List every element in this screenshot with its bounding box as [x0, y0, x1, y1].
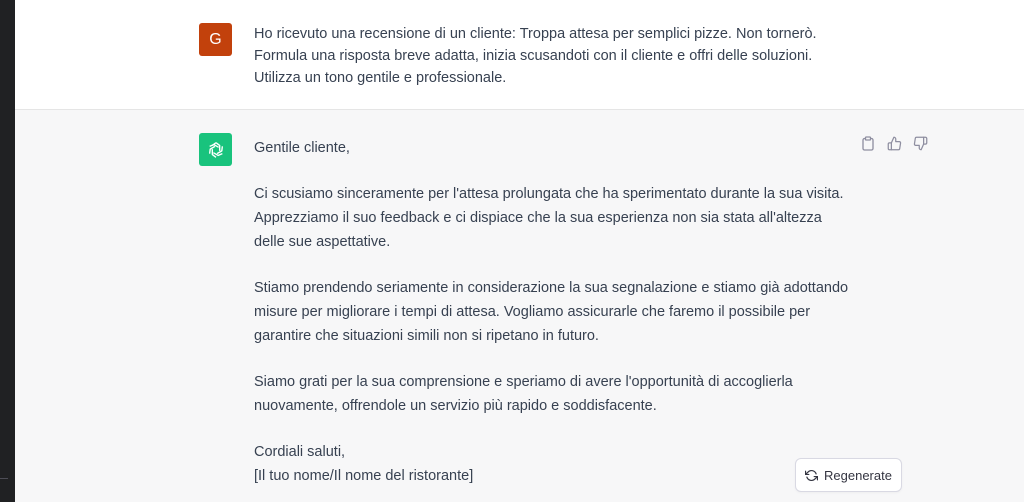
assistant-line: Siamo grati per la sua comprensione e speriamo di avere l'opportunità di accoglierla: [254, 374, 793, 390]
clipboard-icon: [861, 136, 875, 151]
assistant-line: Cordiali saluti,: [254, 444, 346, 460]
thumbs-up-icon: [887, 136, 902, 151]
assistant-line: garantire che situazioni simili non si ripetano in futuro.: [254, 328, 599, 344]
assistant-line: Ci scusiamo sinceramente per l'attesa prolungata che ha sperimentato durante la sua visita.: [254, 186, 844, 202]
thumbs-up-button[interactable]: [886, 135, 902, 151]
assistant-line: delle sue aspettative.: [254, 234, 391, 250]
assistant-line: Apprezziamo il suo feedback e ci dispiace che la sua esperienza non sia stata all'altezza: [254, 210, 822, 226]
assistant-line: Stiamo prendendo seriamente in considerazione la sua segnalazione e stiamo già adottando: [254, 280, 849, 296]
sidebar-edge: [0, 0, 15, 502]
user-avatar-letter: G: [209, 30, 222, 48]
assistant-paragraph: [254, 370, 854, 418]
assistant-message-text: [254, 136, 854, 502]
refresh-icon: [805, 469, 818, 482]
user-message-line: Utilizza un tono gentile e professionale.: [254, 70, 507, 86]
assistant-message: [15, 110, 1024, 502]
thumbs-down-button[interactable]: [912, 135, 928, 151]
regenerate-button[interactable]: [795, 458, 902, 492]
assistant-paragraph: [254, 276, 854, 348]
assistant-line: nuovamente, offrendole un servizio più rapido e soddisfacente.: [254, 398, 657, 414]
assistant-line: Gentile cliente,: [254, 140, 350, 156]
assistant-paragraph: [254, 440, 854, 488]
sidebar-divider: [0, 478, 8, 479]
message-actions: [860, 135, 928, 151]
openai-logo-icon: [205, 139, 227, 161]
user-message-line: Formula una risposta breve adatta, inizia scusandoti con il cliente e offri delle soluzioni.: [254, 48, 813, 64]
copy-button[interactable]: [860, 135, 876, 151]
user-message-text: [254, 23, 854, 89]
assistant-avatar: [199, 133, 232, 166]
assistant-paragraph: [254, 136, 854, 160]
assistant-line: misure per migliorare i tempi di attesa. Vogliamo assicurarle che faremo il possibile per: [254, 304, 811, 320]
assistant-line: [Il tuo nome/Il nome del ristorante]: [254, 468, 474, 484]
thumbs-down-icon: [913, 136, 928, 151]
conversation-area: [15, 0, 1024, 502]
user-avatar: [199, 23, 232, 56]
user-message-line: Ho ricevuto una recensione di un cliente: Troppa attesa per semplici pizze. Non tornerò.: [254, 26, 817, 42]
assistant-paragraph: [254, 182, 854, 254]
user-message: [15, 0, 1024, 110]
regenerate-label: Regenerate: [824, 467, 892, 483]
